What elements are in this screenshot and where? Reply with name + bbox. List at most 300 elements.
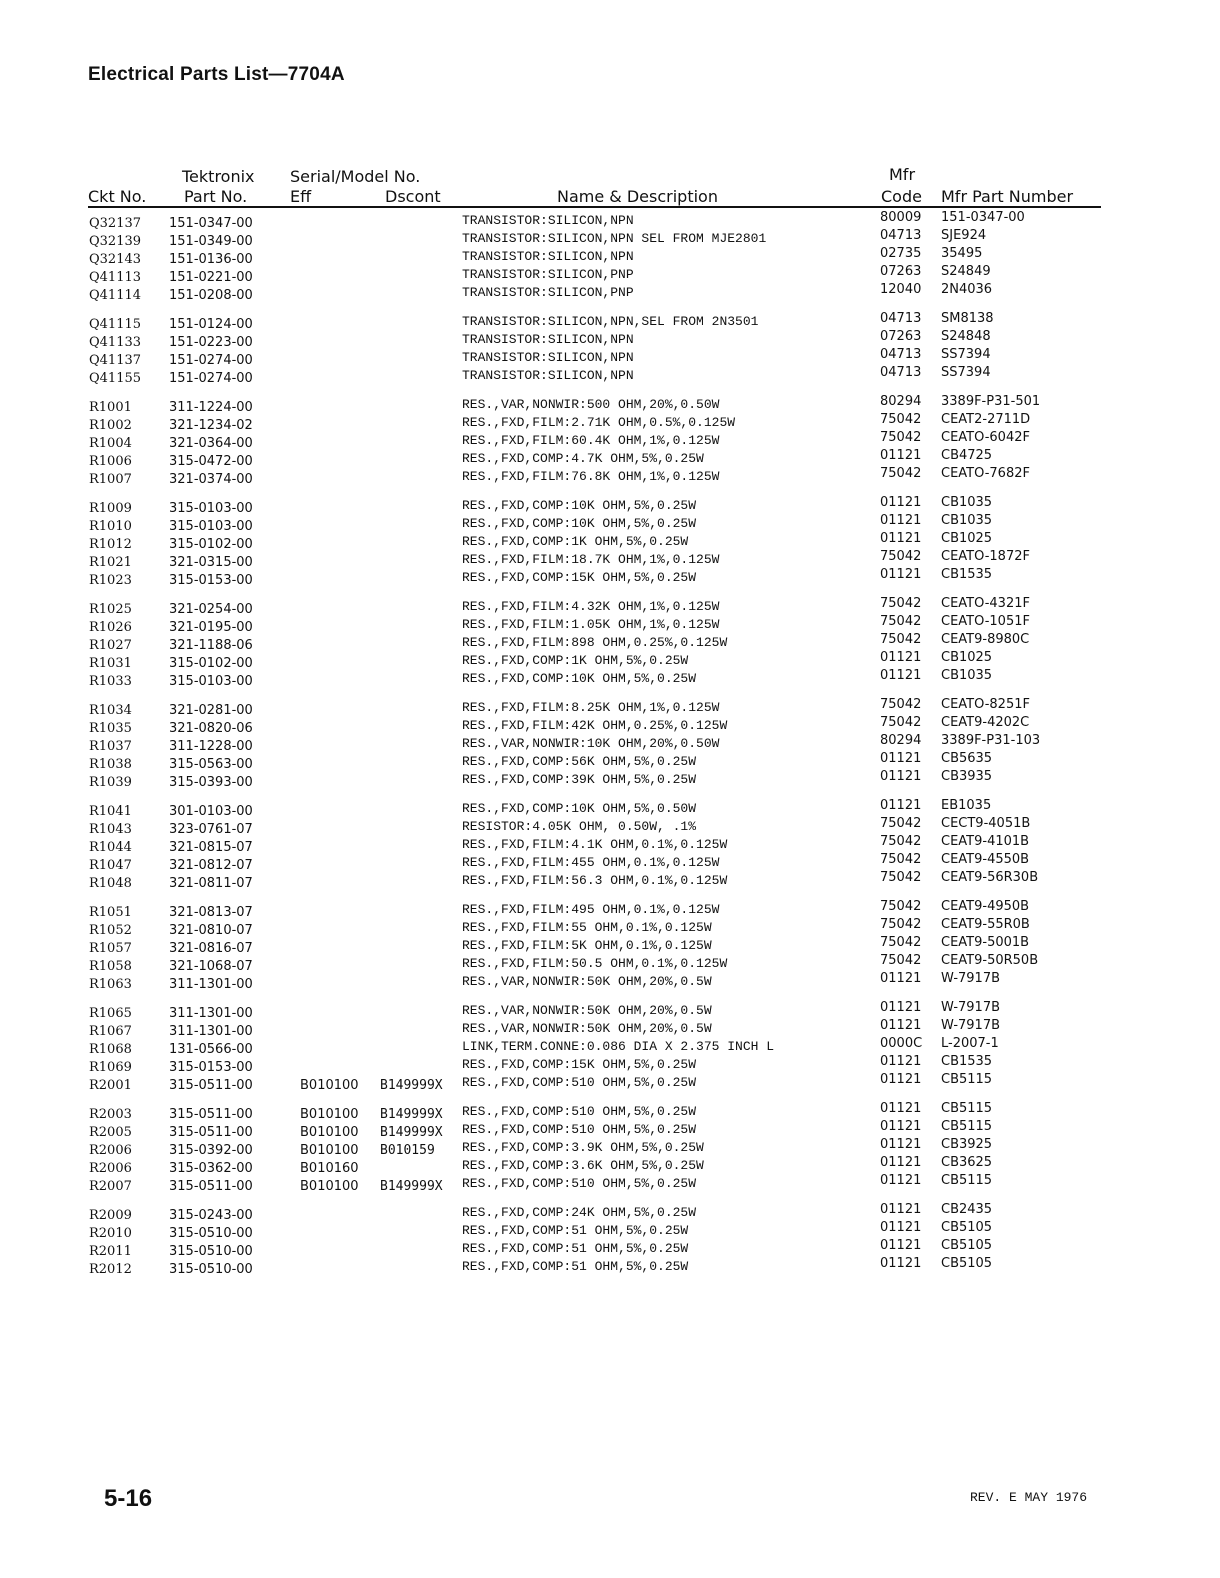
cell-ckt: R1034 — [89, 703, 132, 718]
cell-mpn: CB1535 — [941, 567, 993, 582]
cell-desc: RES.,FXD,FILM:18.7K OHM,1%,0.125W — [462, 552, 720, 567]
cell-part: 321-0820-06 — [169, 721, 253, 736]
cell-mpn: CB5115 — [941, 1173, 993, 1188]
cell-ckt: R1027 — [89, 638, 132, 653]
cell-part: 311-1228-00 — [169, 739, 253, 754]
cell-desc: RES.,FXD,COMP:3.9K OHM,5%,0.25W — [462, 1140, 704, 1155]
cell-part: 315-0153-00 — [169, 573, 253, 588]
cell-ckt: R1058 — [89, 959, 132, 974]
cell-ckt: R1048 — [89, 876, 132, 891]
cell-code: 75042 — [880, 816, 922, 831]
cell-part: 321-1068-07 — [169, 959, 253, 974]
row-group — [0, 699, 1220, 789]
cell-code: 01121 — [880, 1119, 922, 1134]
cell-code: 75042 — [880, 697, 922, 712]
cell-part: 311-1301-00 — [169, 1024, 253, 1039]
cell-ckt: R1037 — [89, 739, 132, 754]
cell-ckt: R1001 — [89, 400, 132, 415]
cell-desc: RES.,FXD,COMP:10K OHM,5%,0.25W — [462, 498, 697, 513]
cell-ckt: Q41113 — [89, 270, 142, 285]
cell-desc: RES.,FXD,COMP:510 OHM,5%,0.25W — [462, 1122, 697, 1137]
cell-part: 321-0364-00 — [169, 436, 253, 451]
cell-part: 315-0153-00 — [169, 1060, 253, 1075]
cell-code: 80294 — [880, 733, 922, 748]
cell-code: 01121 — [880, 448, 922, 463]
cell-desc: TRANSISTOR:SILICON,NPN — [462, 249, 634, 264]
table-row — [0, 955, 1220, 973]
row-group — [0, 313, 1220, 385]
cell-code: 12040 — [880, 282, 922, 297]
cell-mpn: CEATO-1872F — [941, 549, 1030, 564]
cell-mpn: S24848 — [941, 329, 991, 344]
cell-mpn: CB1535 — [941, 1054, 993, 1069]
cell-desc: RES.,FXD,COMP:39K OHM,5%,0.25W — [462, 772, 697, 787]
table-row — [0, 1222, 1220, 1240]
cell-part: 315-0510-00 — [169, 1244, 253, 1259]
cell-code: 01121 — [880, 798, 922, 813]
cell-desc: TRANSISTOR:SILICON,NPN — [462, 332, 634, 347]
cell-mpn: CB5115 — [941, 1072, 993, 1087]
cell-mpn: CB5635 — [941, 751, 993, 766]
cell-part: 315-0510-00 — [169, 1226, 253, 1241]
col-mfr-header-line2: Code — [881, 187, 922, 206]
cell-mpn: CB5105 — [941, 1238, 993, 1253]
cell-part: 321-0374-00 — [169, 472, 253, 487]
table-row — [0, 450, 1220, 468]
cell-desc: RES.,FXD,COMP:51 OHM,5%,0.25W — [462, 1223, 689, 1238]
cell-eff: B010100 — [300, 1107, 359, 1122]
cell-code: 01121 — [880, 769, 922, 784]
table-row — [0, 1020, 1220, 1038]
cell-desc: RESISTOR:4.05K OHM, 0.50W, .1% — [462, 819, 697, 834]
cell-part: 321-0812-07 — [169, 858, 253, 873]
cell-code: 01121 — [880, 1000, 922, 1015]
cell-ckt: R1002 — [89, 418, 132, 433]
table-row — [0, 836, 1220, 854]
cell-mpn: CB5105 — [941, 1220, 993, 1235]
cell-code: 02735 — [880, 246, 922, 261]
cell-mpn: W-7917B — [941, 1000, 1001, 1015]
cell-mpn: CEAT9-4101B — [941, 834, 1030, 849]
cell-desc: RES.,FXD,COMP:510 OHM,5%,0.25W — [462, 1176, 697, 1191]
cell-desc: RES.,FXD,FILM:55 OHM,0.1%,0.125W — [462, 920, 712, 935]
cell-part: 301-0103-00 — [169, 804, 253, 819]
cell-desc: RES.,FXD,COMP:56K OHM,5%,0.25W — [462, 754, 697, 769]
row-group — [0, 1204, 1220, 1276]
cell-ckt: R1012 — [89, 537, 132, 552]
cell-code: 01121 — [880, 1173, 922, 1188]
cell-code: 75042 — [880, 632, 922, 647]
cell-code: 04713 — [880, 311, 922, 326]
cell-part: 151-0124-00 — [169, 317, 253, 332]
cell-mpn: CEAT9-5001B — [941, 935, 1030, 950]
cell-part: 151-0274-00 — [169, 371, 253, 386]
cell-mpn: CEATO-4321F — [941, 596, 1030, 611]
cell-mpn: SM8138 — [941, 311, 994, 326]
cell-code: 04713 — [880, 347, 922, 362]
table-row — [0, 248, 1220, 266]
cell-part: 315-0511-00 — [169, 1179, 253, 1194]
cell-ckt: R2006 — [89, 1143, 132, 1158]
cell-part: 315-0102-00 — [169, 656, 253, 671]
cell-code: 04713 — [880, 228, 922, 243]
page-number: 5-16 — [104, 1485, 153, 1512]
table-row — [0, 598, 1220, 616]
cell-ckt: Q41137 — [89, 353, 142, 368]
table-row — [0, 872, 1220, 890]
cell-code: 75042 — [880, 834, 922, 849]
cell-part: 151-0223-00 — [169, 335, 253, 350]
cell-desc: TRANSISTOR:SILICON,NPN,SEL FROM 2N3501 — [462, 314, 759, 329]
cell-desc: RES.,FXD,COMP:10K OHM,5%,0.50W — [462, 801, 697, 816]
cell-ckt: R1051 — [89, 905, 132, 920]
cell-ckt: R1052 — [89, 923, 132, 938]
cell-code: 01121 — [880, 1238, 922, 1253]
row-group — [0, 1002, 1220, 1092]
row-group — [0, 497, 1220, 587]
cell-desc: RES.,FXD,COMP:15K OHM,5%,0.25W — [462, 1057, 697, 1072]
cell-mpn: CEAT9-56R30B — [941, 870, 1039, 885]
cell-ckt: R1009 — [89, 501, 132, 516]
table-row — [0, 670, 1220, 688]
cell-ckt: R2003 — [89, 1107, 132, 1122]
cell-part: 321-0813-07 — [169, 905, 253, 920]
cell-part: 315-0511-00 — [169, 1078, 253, 1093]
cell-code: 01121 — [880, 1220, 922, 1235]
cell-part: 151-0347-00 — [169, 216, 253, 231]
cell-code: 75042 — [880, 870, 922, 885]
table-row — [0, 1157, 1220, 1175]
cell-part: 315-0362-00 — [169, 1161, 253, 1176]
cell-part: 321-1234-02 — [169, 418, 253, 433]
cell-ckt: Q41114 — [89, 288, 142, 303]
cell-mpn: W-7917B — [941, 971, 1001, 986]
col-dscont-header: Dscont — [385, 187, 441, 206]
page-title: Electrical Parts List—7704A — [88, 64, 345, 85]
revision-note: REV. E MAY 1976 — [970, 1490, 1088, 1505]
table-row — [0, 212, 1220, 230]
cell-mpn: SJE924 — [941, 228, 987, 243]
cell-eff: B010100 — [300, 1078, 359, 1093]
cell-code: 75042 — [880, 935, 922, 950]
col-eff-header: Eff — [290, 187, 312, 206]
row-group — [0, 901, 1220, 991]
cell-desc: RES.,VAR,NONWIR:500 OHM,20%,0.50W — [462, 397, 720, 412]
cell-mpn: 3389F-P31-103 — [941, 733, 1041, 748]
cell-mpn: CB3625 — [941, 1155, 993, 1170]
cell-mpn: CEATO-6042F — [941, 430, 1030, 445]
cell-mpn: CB1025 — [941, 650, 993, 665]
cell-code: 01121 — [880, 751, 922, 766]
table-row — [0, 515, 1220, 533]
table-row — [0, 1074, 1220, 1092]
table-row — [0, 1103, 1220, 1121]
cell-part: 151-0349-00 — [169, 234, 253, 249]
table-row — [0, 973, 1220, 991]
cell-desc: RES.,FXD,FILM:50.5 OHM,0.1%,0.125W — [462, 956, 728, 971]
cell-ckt: R2010 — [89, 1226, 132, 1241]
cell-mpn: CEAT9-4550B — [941, 852, 1030, 867]
cell-ckt: R1007 — [89, 472, 132, 487]
cell-code: 07263 — [880, 264, 922, 279]
cell-mpn: L-2007-1 — [941, 1036, 999, 1051]
cell-desc: TRANSISTOR:SILICON,NPN — [462, 368, 634, 383]
cell-ckt: R1025 — [89, 602, 132, 617]
cell-part: 315-0511-00 — [169, 1107, 253, 1122]
table-row — [0, 1038, 1220, 1056]
cell-desc: TRANSISTOR:SILICON,NPN — [462, 213, 634, 228]
cell-ckt: R1067 — [89, 1024, 132, 1039]
cell-desc: RES.,FXD,FILM:56.3 OHM,0.1%,0.125W — [462, 873, 728, 888]
cell-mpn: CB5115 — [941, 1101, 993, 1116]
col-ckt-header: Ckt No. — [88, 187, 147, 206]
cell-mpn: CEAT2-2711D — [941, 412, 1031, 427]
cell-mpn: CB1025 — [941, 531, 993, 546]
table-row — [0, 432, 1220, 450]
cell-ckt: R1039 — [89, 775, 132, 790]
cell-code: 01121 — [880, 668, 922, 683]
table-row — [0, 349, 1220, 367]
cell-ckt: R1044 — [89, 840, 132, 855]
cell-desc: RES.,FXD,COMP:1K OHM,5%,0.25W — [462, 653, 689, 668]
cell-ckt: R1035 — [89, 721, 132, 736]
cell-ckt: R1031 — [89, 656, 132, 671]
table-row — [0, 771, 1220, 789]
cell-code: 75042 — [880, 852, 922, 867]
cell-part: 151-0208-00 — [169, 288, 253, 303]
cell-code: 01121 — [880, 1256, 922, 1271]
cell-dscont: B149999X — [380, 1125, 443, 1140]
cell-desc: RES.,FXD,COMP:10K OHM,5%,0.25W — [462, 671, 697, 686]
cell-mpn: CEAT9-55R0B — [941, 917, 1030, 932]
header-rule — [88, 206, 1101, 208]
cell-mpn: 151-0347-00 — [941, 210, 1025, 225]
cell-code: 75042 — [880, 596, 922, 611]
cell-code: 75042 — [880, 715, 922, 730]
cell-part: 315-0511-00 — [169, 1125, 253, 1140]
table-row — [0, 1204, 1220, 1222]
cell-mpn: 35495 — [941, 246, 983, 261]
cell-mpn: CB3925 — [941, 1137, 993, 1152]
row-group — [0, 598, 1220, 688]
cell-ckt: R1010 — [89, 519, 132, 534]
cell-desc: RES.,FXD,COMP:1K OHM,5%,0.25W — [462, 534, 689, 549]
cell-part: 321-0816-07 — [169, 941, 253, 956]
cell-part: 315-0392-00 — [169, 1143, 253, 1158]
cell-ckt: R1063 — [89, 977, 132, 992]
cell-desc: RES.,VAR,NONWIR:50K OHM,20%,0.5W — [462, 974, 712, 989]
cell-desc: RES.,FXD,FILM:8.25K OHM,1%,0.125W — [462, 700, 720, 715]
cell-desc: TRANSISTOR:SILICON,PNP — [462, 285, 634, 300]
cell-code: 01121 — [880, 1202, 922, 1217]
cell-code: 01121 — [880, 1054, 922, 1069]
cell-desc: RES.,FXD,FILM:4.1K OHM,0.1%,0.125W — [462, 837, 728, 852]
table-row — [0, 919, 1220, 937]
col-mfr-header-line1: Mfr — [889, 165, 916, 184]
cell-mpn: SS7394 — [941, 365, 991, 380]
cell-ckt: R2007 — [89, 1179, 132, 1194]
cell-part: 151-0274-00 — [169, 353, 253, 368]
table-row — [0, 753, 1220, 771]
table-row — [0, 533, 1220, 551]
cell-ckt: R2009 — [89, 1208, 132, 1223]
cell-desc: RES.,FXD,COMP:51 OHM,5%,0.25W — [462, 1259, 689, 1274]
cell-mpn: CB1035 — [941, 495, 993, 510]
cell-mpn: CEAT9-4950B — [941, 899, 1030, 914]
cell-ckt: R2001 — [89, 1078, 132, 1093]
cell-code: 75042 — [880, 614, 922, 629]
cell-eff: B010100 — [300, 1125, 359, 1140]
cell-dscont: B149999X — [380, 1078, 443, 1093]
cell-mpn: CEAT9-8980C — [941, 632, 1030, 647]
cell-ckt: R1065 — [89, 1006, 132, 1021]
table-row — [0, 497, 1220, 515]
cell-desc: RES.,FXD,FILM:898 OHM,0.25%,0.125W — [462, 635, 728, 650]
cell-mpn: CEAT9-4202C — [941, 715, 1030, 730]
cell-part: 315-0243-00 — [169, 1208, 253, 1223]
cell-mpn: SS7394 — [941, 347, 991, 362]
cell-desc: LINK,TERM.CONNE:0.086 DIA X 2.375 INCH L — [462, 1039, 775, 1054]
table-row — [0, 266, 1220, 284]
cell-desc: TRANSISTOR:SILICON,PNP — [462, 267, 634, 282]
cell-part: 321-0811-07 — [169, 876, 253, 891]
table-row — [0, 313, 1220, 331]
cell-desc: RES.,FXD,FILM:495 OHM,0.1%,0.125W — [462, 902, 720, 917]
cell-ckt: R1057 — [89, 941, 132, 956]
cell-part: 315-0510-00 — [169, 1262, 253, 1277]
cell-part: 131-0566-00 — [169, 1042, 253, 1057]
cell-mpn: EB1035 — [941, 798, 992, 813]
cell-part: 321-0195-00 — [169, 620, 253, 635]
cell-part: 321-0815-07 — [169, 840, 253, 855]
cell-part: 321-0281-00 — [169, 703, 253, 718]
cell-part: 321-1188-06 — [169, 638, 253, 653]
cell-mpn: CB1035 — [941, 513, 993, 528]
table-row — [0, 551, 1220, 569]
cell-part: 315-0103-00 — [169, 674, 253, 689]
cell-ckt: R1006 — [89, 454, 132, 469]
row-group — [0, 1103, 1220, 1193]
cell-mpn: CB2435 — [941, 1202, 993, 1217]
cell-code: 01121 — [880, 531, 922, 546]
cell-part: 311-1301-00 — [169, 1006, 253, 1021]
row-group — [0, 396, 1220, 486]
table-row — [0, 414, 1220, 432]
cell-ckt: R1038 — [89, 757, 132, 772]
cell-mpn: CB3935 — [941, 769, 993, 784]
cell-desc: RES.,FXD,COMP:15K OHM,5%,0.25W — [462, 570, 697, 585]
row-group — [0, 800, 1220, 890]
cell-desc: RES.,FXD,COMP:51 OHM,5%,0.25W — [462, 1241, 689, 1256]
cell-part: 151-0221-00 — [169, 270, 253, 285]
cell-eff: B010160 — [300, 1161, 359, 1176]
cell-ckt: R2012 — [89, 1262, 132, 1277]
cell-part: 321-0810-07 — [169, 923, 253, 938]
col-mpn-header: Mfr Part Number — [941, 187, 1074, 206]
cell-code: 01121 — [880, 567, 922, 582]
cell-mpn: 2N4036 — [941, 282, 993, 297]
cell-desc: RES.,FXD,FILM:1.05K OHM,1%,0.125W — [462, 617, 720, 632]
cell-mpn: CEATO-8251F — [941, 697, 1030, 712]
cell-mpn: S24849 — [941, 264, 991, 279]
table-row — [0, 901, 1220, 919]
table-row — [0, 396, 1220, 414]
cell-mpn: CEATO-7682F — [941, 466, 1030, 481]
cell-desc: RES.,FXD,FILM:455 OHM,0.1%,0.125W — [462, 855, 720, 870]
cell-desc: TRANSISTOR:SILICON,NPN SEL FROM MJE2801 — [462, 231, 767, 246]
cell-desc: RES.,FXD,COMP:510 OHM,5%,0.25W — [462, 1075, 697, 1090]
cell-desc: RES.,FXD,FILM:4.32K OHM,1%,0.125W — [462, 599, 720, 614]
cell-mpn: W-7917B — [941, 1018, 1001, 1033]
cell-ckt: R2005 — [89, 1125, 132, 1140]
cell-code: 75042 — [880, 466, 922, 481]
cell-part: 323-0761-07 — [169, 822, 253, 837]
cell-part: 315-0103-00 — [169, 519, 253, 534]
cell-code: 04713 — [880, 365, 922, 380]
cell-ckt: R1047 — [89, 858, 132, 873]
cell-ckt: Q32137 — [89, 216, 142, 231]
table-row — [0, 230, 1220, 248]
table-row — [0, 1240, 1220, 1258]
cell-desc: RES.,VAR,NONWIR:50K OHM,20%,0.5W — [462, 1003, 712, 1018]
cell-dscont: B010159 — [380, 1143, 435, 1158]
cell-dscont: B149999X — [380, 1179, 443, 1194]
cell-part: 311-1224-00 — [169, 400, 253, 415]
cell-mpn: CB4725 — [941, 448, 993, 463]
col-serial-header: Serial/Model No. — [290, 167, 421, 186]
cell-desc: RES.,VAR,NONWIR:50K OHM,20%,0.5W — [462, 1021, 712, 1036]
cell-part: 311-1301-00 — [169, 977, 253, 992]
table-row — [0, 735, 1220, 753]
cell-ckt: R1043 — [89, 822, 132, 837]
table-row — [0, 1175, 1220, 1193]
cell-mpn: CB5115 — [941, 1119, 993, 1134]
cell-part: 315-0103-00 — [169, 501, 253, 516]
cell-eff: B010100 — [300, 1179, 359, 1194]
cell-code: 75042 — [880, 917, 922, 932]
table-row — [0, 1002, 1220, 1020]
table-row — [0, 616, 1220, 634]
cell-part: 315-0472-00 — [169, 454, 253, 469]
cell-part: 315-0563-00 — [169, 757, 253, 772]
cell-desc: RES.,FXD,COMP:4.7K OHM,5%,0.25W — [462, 451, 704, 466]
table-row — [0, 652, 1220, 670]
cell-code: 01121 — [880, 1018, 922, 1033]
cell-code: 07263 — [880, 329, 922, 344]
cell-part: 321-0315-00 — [169, 555, 253, 570]
cell-ckt: Q32139 — [89, 234, 142, 249]
cell-code: 75042 — [880, 549, 922, 564]
col-name-header: Name & Description — [557, 187, 718, 206]
cell-code: 01121 — [880, 971, 922, 986]
cell-ckt: R1021 — [89, 555, 132, 570]
cell-code: 80294 — [880, 394, 922, 409]
cell-code: 01121 — [880, 1101, 922, 1116]
table-row — [0, 331, 1220, 349]
cell-code: 0000C — [880, 1036, 923, 1051]
cell-mpn: CECT9-4051B — [941, 816, 1031, 831]
cell-ckt: R2006 — [89, 1161, 132, 1176]
cell-code: 80009 — [880, 210, 922, 225]
cell-desc: TRANSISTOR:SILICON,NPN — [462, 350, 634, 365]
cell-eff: B010100 — [300, 1143, 359, 1158]
cell-code: 01121 — [880, 1155, 922, 1170]
table-row — [0, 818, 1220, 836]
table-row — [0, 1139, 1220, 1157]
cell-code: 75042 — [880, 412, 922, 427]
cell-desc: RES.,FXD,COMP:10K OHM,5%,0.25W — [462, 516, 697, 531]
cell-desc: RES.,FXD,COMP:24K OHM,5%,0.25W — [462, 1205, 697, 1220]
